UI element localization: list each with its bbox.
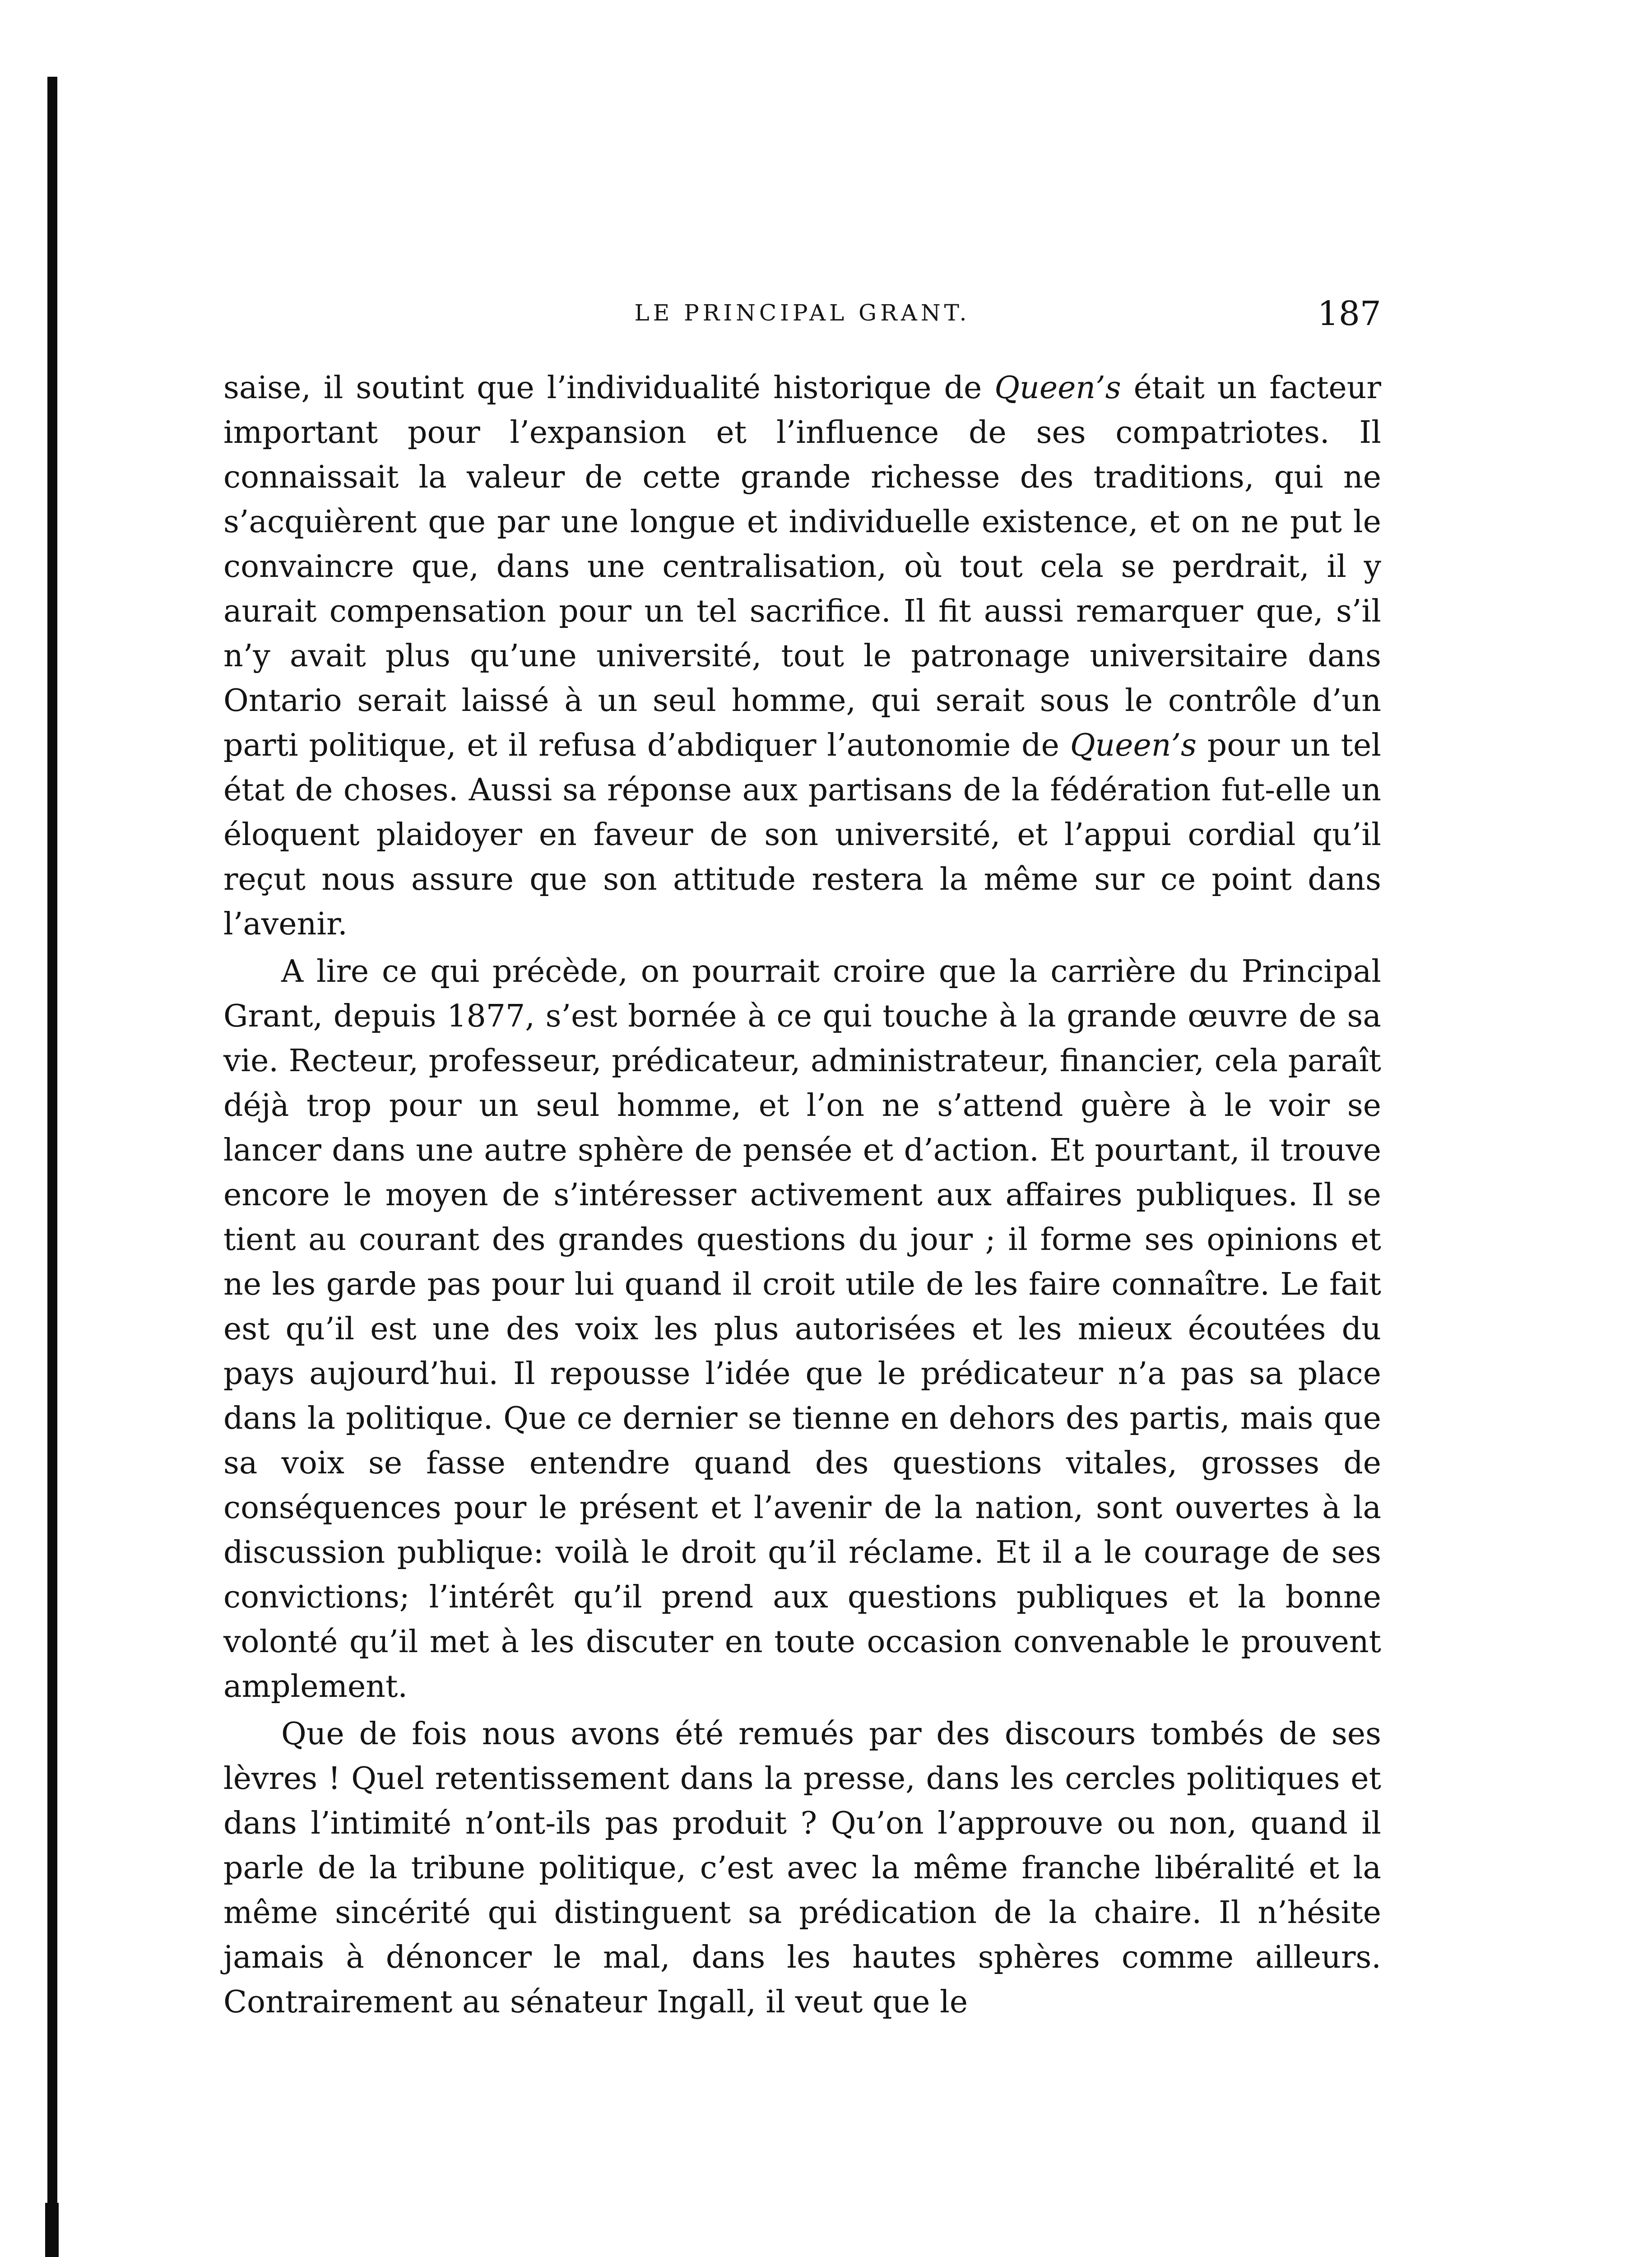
page-number: 187 — [1317, 294, 1381, 333]
paragraph — [223, 1712, 1381, 2025]
text-run: saise, il soutint que l’individualité historique de — [223, 370, 995, 406]
text-run: était un facteur important pour l’expansion et l’influence de ses compatriotes. Il connaissait la valeur de cette grande richesse des traditions, qui ne s’acquièrent que par une longue et individuelle existence, et on ne put le convaincre que, dans une centralisation, où tout cela se perdrait, il y aurait compensation pour un tel sacrifice. Il fit aussi remarquer que, s’il n’y avait plus qu’une université, tout le patronage universitaire dans Ontario serait laissé à un seul homme, qui serait sous le contrôle d’un parti politique, et il refusa d’abdiquer l’autonomie de — [223, 370, 1382, 763]
binding-shadow-bottom — [45, 2203, 59, 2257]
page-header — [223, 296, 1381, 332]
text-run: A lire ce qui précède, on pourrait croire que la carrière du Principal Grant, depuis 1877, s’est bornée à ce qui touche à la grande œuvre de sa vie. Recteur, professeur, prédicateur, administrateur, financier, cela paraît déjà trop pour un seul homme, et l’on ne s’attend guère à le voir se lancer dans une autre sphère de pensée et d’action. Et pourtant, il trouve encore le moyen de s’intéresser activement aux affaires publiques. Il se tient au courant des grandes questions du jour ; il forme ses opinions et ne les garde pas pour lui quand il croit utile de les faire connaître. Le fait est qu’il est une des voix les plus autorisées et les mieux écoutées du pays aujourd’hui. Il repousse l’idée que le prédicateur n’a pas sa place dans la politique. Que ce dernier se tienne en dehors des partis, mais que sa voix se fasse entendre quand des questions vitales, grosses de conséquences pour le présent et l’avenir de la nation, sont ouvertes à la discussion publique: voilà le droit qu’il réclame. Et il a le courage de ses convictions; l’intérêt qu’il prend aux questions publiques et la bonne volonté qu’il met à les discuter en toute occasion convenable le prouvent amplement. — [223, 954, 1381, 1704]
running-head: LE PRINCIPAL GRANT. — [634, 300, 970, 326]
text-run: Que de fois nous avons été remués par des discours tombés de ses lèvres ! Quel retentissement dans la presse, dans les cercles politiques et dans l’intimité n’ont-ils pas produit ? Qu’on l’approuve ou non, quand il parle de la tribune politique, c’est avec la même franche libéralité et la même sincérité qui distinguent sa prédication de la chaire. Il n’hésite jamais à dénoncer le mal, dans les hautes sphères comme ailleurs. Contrairement au sénateur Ingall, il veut que le — [223, 1716, 1381, 2020]
italic-run: Queen’s — [994, 370, 1121, 406]
paragraph — [223, 366, 1381, 947]
binding-shadow — [47, 77, 57, 2257]
body-text — [223, 366, 1381, 2027]
paragraph — [223, 949, 1381, 1709]
italic-run: Queen’s — [1070, 728, 1197, 763]
text-run: pour un tel état de choses. Aussi sa réponse aux partisans de la fédération fut-elle un éloquent plaidoyer en faveur de son université, et l’appui cordial qu’il reçut nous assure que son attitude restera la même sur ce point dans l’avenir. — [223, 728, 1381, 942]
